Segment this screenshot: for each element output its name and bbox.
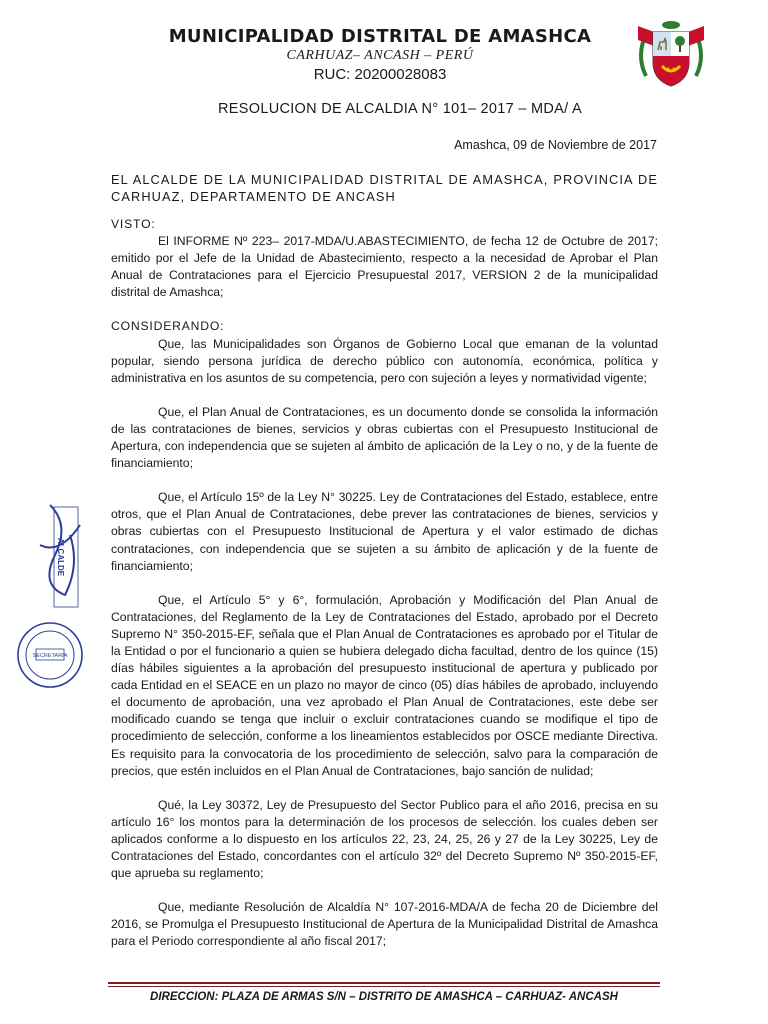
considerando-paragraph-1: Que, las Municipalidades son Órganos de Gobierno Local que emanan de la voluntad popular, siendo persona jurídica de derecho público con autonomía, económica, política y administrativa en los asuntos de su competencia, pero con sujeción a leyes y normatividad vigente;: [111, 336, 658, 385]
considerando-paragraph-6: Que, mediante Resolución de Alcaldía N° 107-2016-MDA/A de fecha 20 de Diciembre del 2016, se Promulga el Presupuesto Institucional de Apertura de la Municipalidad Distrital de Amashca para el Periodo correspondiente al año fiscal 2017;: [111, 900, 658, 949]
municipality-ruc: RUC: 20200028083: [313, 66, 447, 83]
peru-coat-of-arms-icon: [632, 16, 710, 92]
addressee: EL ALCALDE DE LA MUNICIPALIDAD DISTRITAL DE AMASHCA, PROVINCIA DE CARHUAZ, DEPARTAMENTO DE ANCASH: [111, 172, 658, 204]
considerando-paragraph-4: Que, el Artículo 5° y 6°, formulación, Aprobación y Modificación del Plan Anual de Contrataciones, del Reglamento de la Ley de Contrataciones del Estado, aprobado por el Decreto Supremo N° 350-2015-EF, señala que el Plan Anual de Contrataciones es aprobado por el Titular de la Entidad o por el funcionario a quien se hubiera delegado dicha facultad, dentro de los quince (15) días hábiles siguientes a la aprobación del presupuesto institucional de apertura y publicado por cada Entidad en el SEACE en un plazo no mayor de cinco (05) días hábiles de aprobado, incluyendo el documento de aprobación, una vez aprobado el Plan Anual de Contrataciones, este debe ser modificado cuando se tenga que incluir o excluir contrataciones cuando se modifique el tipo de procedimiento de selección, conforme a los lineamientos establecidos por OSCE mediante Directiva. Es requisito para la convocatoria de los procedimiento de selección, salvo para la comparación de precios, que estén incluidos en el Plan Anual de Contrataciones, bajo sanción de nulidad;: [111, 592, 658, 778]
municipality-location: CARHUAZ– ANCASH – PERÚ: [286, 48, 474, 63]
svg-text:SECRETARIA: SECRETARIA: [32, 653, 68, 659]
svg-text:ALCALDE: ALCALDE: [56, 537, 65, 577]
municipal-seal-stamp-icon: [10, 495, 105, 710]
visto-heading: VISTO:: [111, 217, 156, 231]
footer-address: DIRECCION: PLAZA DE ARMAS S/N – DISTRITO DE AMASHCA – CARHUAZ- ANCASH: [150, 991, 618, 1003]
footer-rule: [108, 982, 660, 984]
document-body: [111, 216, 658, 950]
considerando-heading: CONSIDERANDO:: [111, 319, 225, 334]
footer-rule-thin: [108, 986, 660, 987]
considerando-paragraph-3: Que, el Artículo 15º de la Ley N° 30225. Ley de Contrataciones del Estado, establece, entre otros, que el Plan Anual de Contrataciones, debe prever las contrataciones de bienes, servicios y obras cubiertas con el Presupuesto Institucional de Apertura y el valor estimado de dichas contrataciones, con independencia que se sujeten a su ámbito de aplicación y de la fuente de financiamiento;: [111, 490, 658, 573]
considerando-paragraph-2: Que, el Plan Anual de Contrataciones, es un documento donde se consolida la información de las contrataciones de bienes, servicios y obras cubiertas con el Presupuesto Institucional de Apertura, con independencia que se sujeten al ámbito de aplicación de la Ley o no, y de la fuente de financiamiento;: [111, 404, 658, 471]
considerando-paragraph-5: Qué, la Ley 30372, Ley de Presupuesto del Sector Publico para el año 2016, precisa en su artículo 16° los montos para la determinación de los procesos de selección. los cuales deben ser aplicados conforme a lo dispuesto en los artículos 22, 23, 24, 25, 26 y 27 de la Ley 30225, Ley de Contrataciones del Estado, concordantes con el artículo 32º del Decreto Supremo Nº 350-2015-EF, que aprueba su reglamento;: [111, 797, 658, 881]
resolution-title: RESOLUCION DE ALCALDIA N° 101– 2017 – MDA/ A: [218, 101, 582, 117]
document-date: Amashca, 09 de Noviembre de 2017: [454, 138, 657, 152]
municipality-title: MUNICIPALIDAD DISTRITAL DE AMASHCA: [168, 26, 592, 47]
visto-paragraph: El INFORME Nº 223– 2017-MDA/U.ABASTECIMIENTO, de fecha 12 de Octubre de 2017; emitido por el Jefe de la Unidad de Abastecimiento, respecto a la necesidad de Aprobar el Plan Anual de Contrataciones para el Ejercicio Presupuestal 2017, VERSION 2 de la municipalidad distrital de Amashca;: [111, 234, 658, 300]
